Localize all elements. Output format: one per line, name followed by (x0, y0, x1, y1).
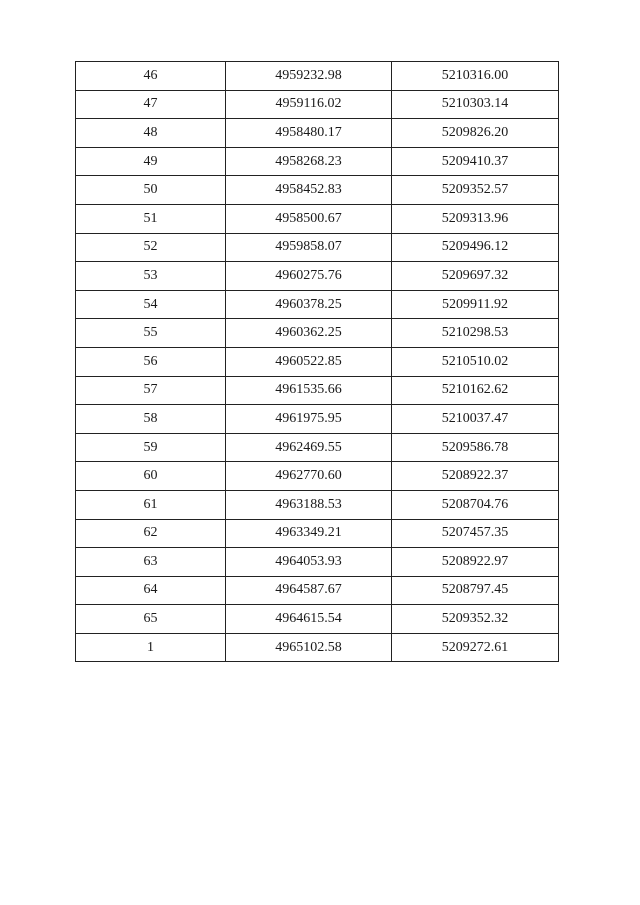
y-coordinate-cell: 5209352.32 (392, 605, 559, 634)
y-coordinate-cell: 5210162.62 (392, 376, 559, 405)
table-row (76, 119, 559, 148)
point-number-cell: 1 (76, 633, 226, 662)
table-row (76, 147, 559, 176)
y-coordinate-cell: 5209313.96 (392, 204, 559, 233)
x-coordinate-cell: 4963349.21 (226, 519, 392, 548)
x-coordinate-cell: 4959858.07 (226, 233, 392, 262)
point-number-cell: 59 (76, 433, 226, 462)
table-row (76, 376, 559, 405)
point-number-cell: 46 (76, 62, 226, 91)
y-coordinate-cell: 5208797.45 (392, 576, 559, 605)
x-coordinate-cell: 4958452.83 (226, 176, 392, 205)
table-row (76, 433, 559, 462)
x-coordinate-cell: 4965102.58 (226, 633, 392, 662)
y-coordinate-cell: 5209586.78 (392, 433, 559, 462)
table-row (76, 633, 559, 662)
table-row (76, 290, 559, 319)
table-row (76, 176, 559, 205)
x-coordinate-cell: 4960362.25 (226, 319, 392, 348)
x-coordinate-cell: 4961535.66 (226, 376, 392, 405)
y-coordinate-cell: 5210316.00 (392, 62, 559, 91)
y-coordinate-cell: 5210510.02 (392, 347, 559, 376)
x-coordinate-cell: 4958268.23 (226, 147, 392, 176)
x-coordinate-cell: 4962770.60 (226, 462, 392, 491)
table-row (76, 605, 559, 634)
x-coordinate-cell: 4961975.95 (226, 405, 392, 434)
table-row (76, 462, 559, 491)
point-number-cell: 57 (76, 376, 226, 405)
point-number-cell: 47 (76, 90, 226, 119)
y-coordinate-cell: 5209272.61 (392, 633, 559, 662)
x-coordinate-cell: 4960378.25 (226, 290, 392, 319)
x-coordinate-cell: 4958500.67 (226, 204, 392, 233)
point-number-cell: 56 (76, 347, 226, 376)
point-number-cell: 58 (76, 405, 226, 434)
point-number-cell: 60 (76, 462, 226, 491)
table-row (76, 490, 559, 519)
point-number-cell: 51 (76, 204, 226, 233)
table-row (76, 548, 559, 577)
table-row (76, 204, 559, 233)
y-coordinate-cell: 5209826.20 (392, 119, 559, 148)
point-number-cell: 52 (76, 233, 226, 262)
table-row (76, 405, 559, 434)
point-number-cell: 65 (76, 605, 226, 634)
x-coordinate-cell: 4963188.53 (226, 490, 392, 519)
y-coordinate-cell: 5210303.14 (392, 90, 559, 119)
x-coordinate-cell: 4962469.55 (226, 433, 392, 462)
coordinate-table (75, 61, 559, 662)
point-number-cell: 54 (76, 290, 226, 319)
y-coordinate-cell: 5208922.97 (392, 548, 559, 577)
y-coordinate-cell: 5210298.53 (392, 319, 559, 348)
point-number-cell: 49 (76, 147, 226, 176)
y-coordinate-cell: 5210037.47 (392, 405, 559, 434)
table-row (76, 90, 559, 119)
y-coordinate-cell: 5208704.76 (392, 490, 559, 519)
point-number-cell: 64 (76, 576, 226, 605)
x-coordinate-cell: 4960275.76 (226, 262, 392, 291)
y-coordinate-cell: 5209496.12 (392, 233, 559, 262)
point-number-cell: 63 (76, 548, 226, 577)
coordinate-table-body (76, 62, 559, 662)
table-row (76, 62, 559, 91)
point-number-cell: 61 (76, 490, 226, 519)
table-row (76, 347, 559, 376)
point-number-cell: 48 (76, 119, 226, 148)
y-coordinate-cell: 5209697.32 (392, 262, 559, 291)
x-coordinate-cell: 4964587.67 (226, 576, 392, 605)
x-coordinate-cell: 4964053.93 (226, 548, 392, 577)
y-coordinate-cell: 5208922.37 (392, 462, 559, 491)
x-coordinate-cell: 4960522.85 (226, 347, 392, 376)
x-coordinate-cell: 4959232.98 (226, 62, 392, 91)
x-coordinate-cell: 4959116.02 (226, 90, 392, 119)
table-row (76, 262, 559, 291)
point-number-cell: 50 (76, 176, 226, 205)
point-number-cell: 62 (76, 519, 226, 548)
y-coordinate-cell: 5209911.92 (392, 290, 559, 319)
point-number-cell: 55 (76, 319, 226, 348)
y-coordinate-cell: 5209410.37 (392, 147, 559, 176)
x-coordinate-cell: 4964615.54 (226, 605, 392, 634)
table-row (76, 576, 559, 605)
table-row (76, 319, 559, 348)
point-number-cell: 53 (76, 262, 226, 291)
table-row (76, 233, 559, 262)
y-coordinate-cell: 5209352.57 (392, 176, 559, 205)
x-coordinate-cell: 4958480.17 (226, 119, 392, 148)
table-row (76, 519, 559, 548)
y-coordinate-cell: 5207457.35 (392, 519, 559, 548)
